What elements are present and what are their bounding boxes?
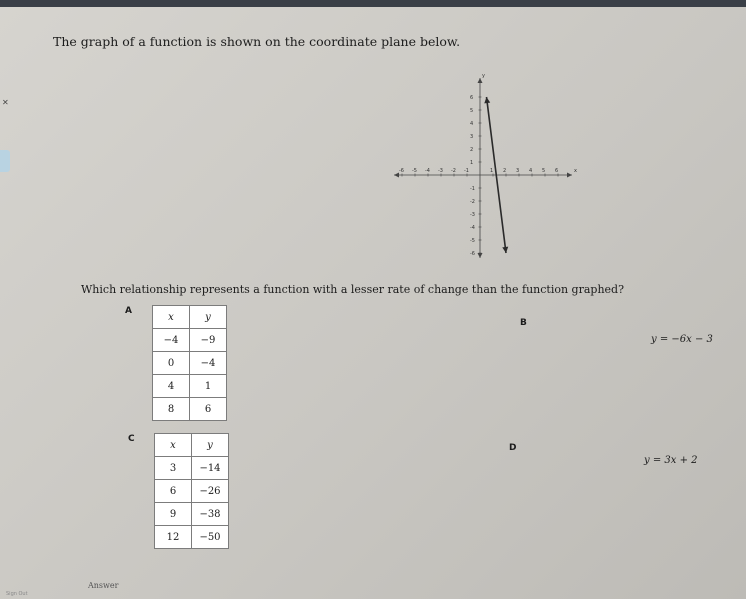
option-c-table[interactable] bbox=[154, 433, 229, 549]
table-cell: 3 bbox=[155, 457, 192, 480]
top-bar bbox=[0, 0, 746, 7]
x-tick-label: 2 bbox=[503, 168, 507, 174]
table-cell: 6 bbox=[155, 480, 192, 503]
x-tick-label: -3 bbox=[438, 168, 443, 174]
table-header-row bbox=[153, 306, 227, 329]
option-b-letter[interactable]: B bbox=[520, 318, 527, 328]
y-axis-label: y bbox=[482, 73, 485, 79]
option-d-letter[interactable]: D bbox=[509, 443, 517, 453]
question-text: Which relationship represents a function with a lesser rate of change than the function graphed? bbox=[81, 283, 624, 296]
x-tick-label: 5 bbox=[542, 168, 546, 174]
table-row bbox=[155, 480, 229, 503]
x-tick-label: -1 bbox=[464, 168, 469, 174]
table-cell: −26 bbox=[192, 480, 229, 503]
table-cell: −9 bbox=[190, 329, 227, 352]
coordinate-plane bbox=[388, 70, 578, 265]
x-tick-label: -2 bbox=[451, 168, 456, 174]
table-row bbox=[153, 398, 227, 421]
x-tick-label: 3 bbox=[516, 168, 520, 174]
table-cell: −4 bbox=[153, 329, 190, 352]
table-cell: −14 bbox=[192, 457, 229, 480]
table-header-y: y bbox=[190, 306, 227, 329]
y-tick-label: 6 bbox=[470, 95, 474, 101]
option-d-equation[interactable]: y = 3x + 2 bbox=[644, 455, 698, 466]
y-tick-label: -1 bbox=[470, 186, 475, 192]
sidebar-icon[interactable]: ✕ bbox=[2, 98, 9, 107]
option-b-equation[interactable]: y = −6x − 3 bbox=[651, 334, 713, 345]
table-row bbox=[155, 503, 229, 526]
y-tick-label: -2 bbox=[470, 199, 475, 205]
option-a-letter[interactable]: A bbox=[125, 306, 132, 316]
y-tick-label: -5 bbox=[470, 238, 475, 244]
table-cell: −38 bbox=[192, 503, 229, 526]
y-tick-label: -4 bbox=[470, 225, 475, 231]
table-row bbox=[153, 352, 227, 375]
y-tick-label: 3 bbox=[470, 134, 474, 140]
table-cell: 8 bbox=[153, 398, 190, 421]
x-tick-label: 4 bbox=[529, 168, 533, 174]
table-row bbox=[155, 526, 229, 549]
option-a-table[interactable] bbox=[152, 305, 227, 421]
y-tick-label: -3 bbox=[470, 212, 475, 218]
answer-label: Answer bbox=[88, 581, 119, 590]
y-tick-label: 1 bbox=[470, 160, 474, 166]
table-cell: −4 bbox=[190, 352, 227, 375]
x-tick-label: -6 bbox=[399, 168, 404, 174]
x-tick-label: 6 bbox=[555, 168, 559, 174]
y-tick-label: 5 bbox=[470, 108, 474, 114]
graph-svg bbox=[388, 70, 578, 265]
table-cell: 4 bbox=[153, 375, 190, 398]
table-cell: 9 bbox=[155, 503, 192, 526]
table-row bbox=[155, 457, 229, 480]
table-cell: 12 bbox=[155, 526, 192, 549]
sign-out-link[interactable]: Sign Out bbox=[6, 591, 28, 597]
table-cell: 0 bbox=[153, 352, 190, 375]
table-header-row bbox=[155, 434, 229, 457]
x-axis-arrow bbox=[567, 173, 572, 178]
x-tick-label: -5 bbox=[412, 168, 417, 174]
table-cell: 1 bbox=[190, 375, 227, 398]
option-c-letter[interactable]: C bbox=[128, 434, 135, 444]
x-axis-label: x bbox=[574, 168, 577, 174]
table-header-x: x bbox=[155, 434, 192, 457]
y-axis-arrow-down bbox=[478, 253, 483, 258]
table-cell: −50 bbox=[192, 526, 229, 549]
question-prompt: The graph of a function is shown on the coordinate plane below. bbox=[53, 34, 461, 49]
y-tick-label: 4 bbox=[470, 121, 474, 127]
table-cell: 6 bbox=[190, 398, 227, 421]
y-tick-label: -6 bbox=[470, 251, 475, 257]
y-tick-label: 2 bbox=[470, 147, 474, 153]
table-row bbox=[153, 375, 227, 398]
table-row bbox=[153, 329, 227, 352]
x-tick-label: 1 bbox=[490, 168, 494, 174]
x-tick-label: -4 bbox=[425, 168, 430, 174]
sidebar-tab[interactable] bbox=[0, 150, 10, 172]
table-header-x: x bbox=[153, 306, 190, 329]
table-header-y: y bbox=[192, 434, 229, 457]
